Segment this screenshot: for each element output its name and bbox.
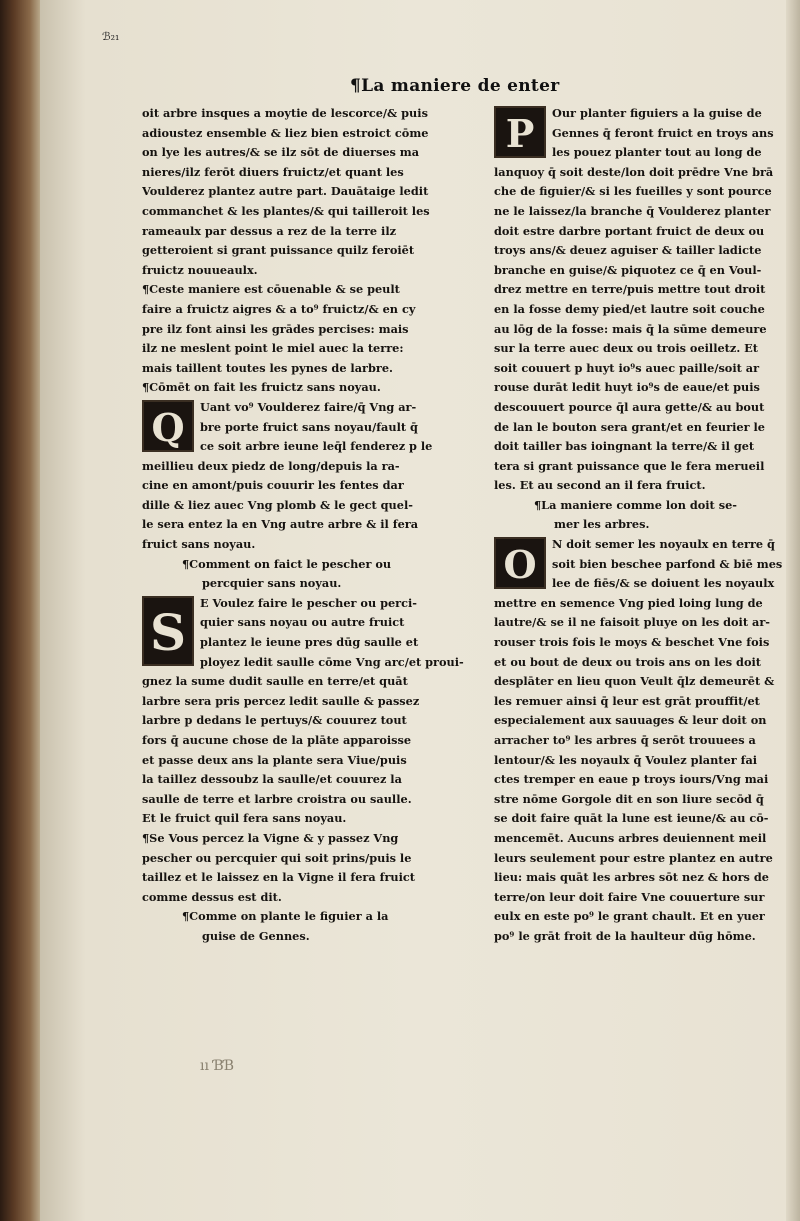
text-line: desplāter en lieu quon Veult q̄lz demeurēt &: [494, 674, 775, 689]
text-line: rouser trois fois le moys & beschet Vne fois: [494, 635, 770, 650]
text-line: Our planter figuiers a la guise de: [552, 106, 762, 120]
text-line: troys ans/& deuez aguiser & tailler ladicte: [494, 243, 762, 258]
decorated-initial: S: [142, 596, 194, 666]
paragraph: [494, 163, 794, 496]
text-line: et passe deux ans la plante sera Viue/puis: [142, 752, 407, 767]
paragraph: [494, 594, 794, 947]
right-column: [494, 104, 794, 1104]
decorated-initial: P: [494, 106, 546, 158]
text-line: lanquoy q̄ soit deste/lon doit prēdre Vne brā: [494, 164, 774, 179]
left-column: [142, 104, 478, 1104]
text-line: les remuer ainsi q̄ leur est grāt prouffit/et: [494, 693, 760, 708]
text-line: cine en amont/puis couurir les fentes dar: [142, 478, 404, 493]
section-heading: ¶Comme on plante le figuier a la: [182, 909, 389, 924]
text-line: gnez la sume dudit saulle en terre/et quāt: [142, 674, 408, 689]
text-line: on lye les autres/& se ilz sōt de diuerses ma: [142, 145, 420, 160]
text-line: sur la terre auec deux ou trois oeilletz. Et: [494, 341, 759, 356]
text-line: les pouez planter tout au long de: [552, 145, 762, 160]
text-line: nieres/ilz ferōt diuers fruictz/et quant les: [142, 164, 404, 179]
text-line: fruict sans noyau.: [142, 537, 256, 552]
text-line: rouse durāt ledit huyt io⁹s de eaue/et puis: [494, 380, 760, 395]
text-line: arracher to⁹ les arbres q̄ serōt trouuees a: [494, 733, 756, 747]
text-line: au lōg de la fosse: mais q̄ la sūme demeure: [494, 321, 767, 336]
smudge-mark: ıı ƁƁ: [200, 1058, 234, 1074]
text-line: comme dessus est dit.: [142, 889, 282, 904]
text-line: quier sans noyau ou autre fruict: [200, 615, 405, 630]
text-line: fors q̄ aucune chose de la plāte apparoisse: [142, 733, 412, 747]
text-line: adioustez ensemble & liez bien estroict cōme: [142, 125, 429, 140]
text-line: les. Et au second an il fera fruict.: [494, 478, 706, 493]
text-line: faire a fruictz aigres & a to⁹ fruictz/& en cy: [142, 301, 416, 316]
text-line: saulle de terre et larbre croistra ou saulle.: [142, 791, 412, 806]
section-heading: ¶Cōmēt on fait les fruictz sans noyau.: [142, 380, 381, 395]
text-line: especialement aux sauuages & leur doit on: [494, 713, 767, 728]
decorated-initial: Q: [142, 400, 194, 452]
text-line: mencemēt. Aucuns arbres deuiennent meil: [494, 830, 767, 845]
initial-paragraph: [142, 594, 478, 829]
text-line: meillieu deux piedz de long/depuis la ra-: [142, 458, 400, 473]
paragraph: [142, 104, 478, 280]
section-heading: ¶Comment on faict le pescher ou: [182, 556, 392, 571]
text-line: N doit semer les noyaulx en terre q̄: [552, 537, 775, 552]
text-line: commanchet & les plantes/& qui tailleroit les: [142, 203, 430, 218]
text-line: Uant vo⁹ Voulderez faire/q̄ Vng ar-: [200, 399, 417, 414]
text-line: la taillez dessoubz la saulle/et couurez la: [142, 772, 402, 787]
paragraph: [142, 280, 478, 378]
text-line: doit estre darbre portant fruict de deux ou: [494, 223, 765, 238]
text-line: stre nōme Gorgole dit en son liure secōd q̄: [494, 791, 764, 806]
text-line: larbre p dedans le pertuys/& couurez tout: [142, 713, 407, 728]
text-line: descouuert pource q̄l aura gette/& au bout: [494, 399, 765, 414]
running-head: ¶La maniere de enter: [350, 76, 560, 96]
text-line: se doit faire quāt la lune est ieune/& au cō-: [494, 811, 769, 826]
text-line: ployez ledit saulle cōme Vng arc/et proui-: [200, 654, 464, 669]
text-line: lentour/& les noyaulx q̄ Voulez planter fai: [494, 752, 758, 767]
text-line: ce soit arbre ieune leq̄l fenderez p le: [200, 439, 433, 454]
section-heading: percquier sans noyau.: [202, 576, 342, 591]
decorated-initial: O: [494, 537, 546, 589]
text-line: mettre en semence Vng pied loing lung de: [494, 595, 763, 610]
text-line: bre porte fruict sans noyau/fault q̄: [200, 419, 418, 434]
text-line: lautre/& se il ne faisoit pluye on les doit ar-: [494, 615, 770, 630]
text-line: po⁹ le grāt froit de la haulteur dūg hōme.: [494, 928, 756, 943]
text-line: et ou bout de deux ou trois ans on les doit: [494, 654, 761, 669]
text-line: tera si grant puissance que le fera merueil: [494, 458, 765, 473]
initial-paragraph: [494, 104, 794, 163]
text-line: getteroient si grant puissance quilz feroiēt: [142, 243, 415, 258]
text-line: le sera entez la en Vng autre arbre & il fera: [142, 517, 419, 532]
section-heading: mer les arbres.: [554, 517, 650, 532]
text-line: terre/on leur doit faire Vne couuerture sur: [494, 889, 765, 904]
book-spine: [0, 0, 40, 1221]
text-line: che de figuier/& si les fueilles y sont pource: [494, 184, 772, 199]
text-line: soit couuert p huyt io⁹s auec paille/soit ar: [494, 360, 760, 375]
text-line: dille & liez auec Vng plomb & le gect quel-: [142, 497, 413, 512]
text-line: ¶Se Vous percez la Vigne & y passez Vng: [142, 830, 399, 845]
text-line: fruictz nouueaulx.: [142, 262, 258, 277]
text-line: oit arbre insques a moytie de lescorce/& puis: [142, 106, 428, 120]
section-heading: guise de Gennes.: [202, 928, 310, 943]
paragraph: [142, 829, 478, 907]
text-line: ilz ne meslent point le miel auec la terre:: [142, 341, 404, 356]
text-line: pescher ou percquier qui soit prins/puis le: [142, 850, 412, 865]
text-line: ne le laissez/la branche q̄ Voulderez planter: [494, 203, 771, 218]
text-line: taillez et le laissez en la Vigne il fera fruict: [142, 870, 416, 885]
text-line: mais taillent toutes les pynes de larbre.: [142, 360, 393, 375]
text-line: Voulderez plantez autre part. Dauātaige ledit: [142, 184, 429, 199]
section-heading: ¶La maniere comme lon doit se-: [534, 497, 737, 512]
text-line: drez mettre en terre/puis mettre tout droit: [494, 282, 766, 297]
text-line: lieu: mais quāt les arbres sōt nez & hors de: [494, 870, 769, 885]
text-line: doit tailler bas ioingnant la terre/& il get: [494, 439, 755, 454]
text-line: branche en guise/& piquotez ce q̄ en Voul-: [494, 262, 762, 277]
text-line: en la fosse demy pied/et lautre soit couche: [494, 301, 765, 316]
text-line: eulx en este po⁹ le grant chault. Et en yuer: [494, 909, 765, 924]
text-line: ctes tremper en eaue p troys iours/Vng mai: [494, 772, 769, 787]
text-line: Gennes q̄ feront fruict en troys ans: [552, 125, 774, 140]
text-line: lee de fiēs/& se doiuent les noyaulx: [552, 576, 775, 591]
text-line: rameaulx par dessus a rez de la terre ilz: [142, 223, 397, 238]
text-line: E Voulez faire le pescher ou perci-: [200, 595, 417, 610]
text-line: Et le fruict quil fera sans noyau.: [142, 811, 347, 826]
text-line: pre ilz font ainsi les grādes percises: mais: [142, 321, 409, 336]
text-line: de lan le bouton sera grant/et en feurier le: [494, 419, 765, 434]
text-line: plantez le ieune pres dūg saulle et: [200, 635, 419, 650]
initial-paragraph: [494, 535, 794, 594]
signature-mark: ℬ₂₁: [102, 30, 120, 43]
initial-paragraph: [142, 398, 478, 555]
text-line: ¶Ceste maniere est cōuenable & se peult: [142, 282, 400, 297]
text-line: leurs seulement pour estre plantez en autre: [494, 850, 773, 865]
text-line: soit bien beschee parfond & biē mes: [552, 556, 783, 571]
text-line: larbre sera pris percez ledit saulle & passez: [142, 693, 420, 708]
